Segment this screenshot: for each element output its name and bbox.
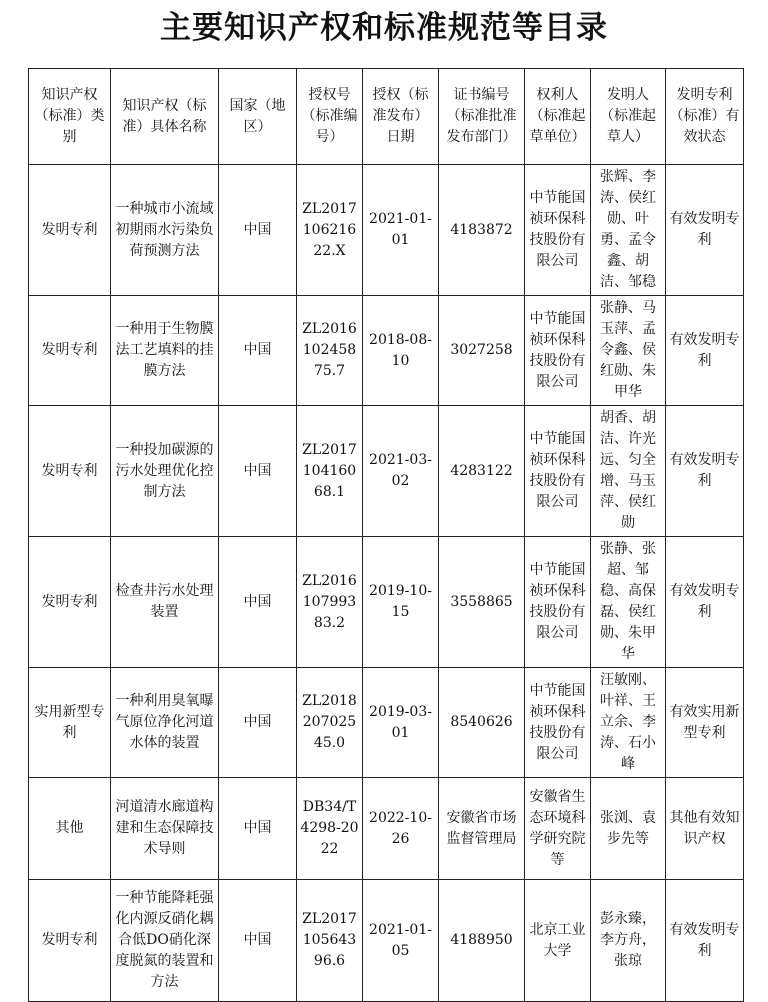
table-cell: 有效发明专利 (666, 406, 744, 537)
table-cell: 安徽省市场监督管理局 (439, 778, 525, 880)
table-row (29, 406, 744, 537)
table-row (29, 537, 744, 668)
table-row (29, 880, 744, 1002)
column-header: 发明人（标准起草人） (591, 69, 666, 165)
table-cell: ZL201610799383.2 (297, 537, 363, 668)
table-cell: 发明专利 (29, 880, 111, 1002)
table-cell: 胡香、胡洁、许光远、匀全增、马玉萍、侯红勋 (591, 406, 666, 537)
table-cell: 其他有效知识产权 (666, 778, 744, 880)
column-header: 知识产权（标准）具体名称 (111, 69, 219, 165)
table-row (29, 668, 744, 778)
table-cell: 4283122 (439, 406, 525, 537)
table-cell: 中国 (219, 668, 297, 778)
table-cell: 有效发明专利 (666, 296, 744, 406)
table-cell: ZL201710621622.X (297, 165, 363, 296)
table-cell: 中国 (219, 537, 297, 668)
ip-catalog-table (28, 68, 744, 1002)
table-cell: 一种投加碳源的污水处理优化控制方法 (111, 406, 219, 537)
table-row (29, 296, 744, 406)
table-cell: 汪敏刚、叶祥、王立余、李涛、石小峰 (591, 668, 666, 778)
table-cell: 3027258 (439, 296, 525, 406)
table-cell: ZL201610245875.7 (297, 296, 363, 406)
table-cell: 张静、马玉萍、孟令鑫、侯红勋、朱甲华 (591, 296, 666, 406)
table-cell: 中节能国祯环保科技股份有限公司 (525, 165, 591, 296)
table-cell: 中节能国祯环保科技股份有限公司 (525, 296, 591, 406)
table-cell: 有效发明专利 (666, 537, 744, 668)
column-header: 权利人（标准起草单位） (525, 69, 591, 165)
table-cell: 2021-01-01 (363, 165, 439, 296)
table-cell: 实用新型专利 (29, 668, 111, 778)
column-header: 授权号（标准编号） (297, 69, 363, 165)
table-cell: 4188950 (439, 880, 525, 1002)
table-cell: 发明专利 (29, 406, 111, 537)
table-cell: 3558865 (439, 537, 525, 668)
table-cell: ZL201820702545.0 (297, 668, 363, 778)
table-cell: 2019-03-01 (363, 668, 439, 778)
table-cell: 一种用于生物膜法工艺填料的挂膜方法 (111, 296, 219, 406)
column-header: 国家（地区） (219, 69, 297, 165)
table-cell: 彭永臻，李方舟，张琼 (591, 880, 666, 1002)
table-cell: 中节能国祯环保科技股份有限公司 (525, 406, 591, 537)
table-cell: 一种城市小流域初期雨水污染负荷预测方法 (111, 165, 219, 296)
table-cell: 北京工业大学 (525, 880, 591, 1002)
table-cell: 中国 (219, 880, 297, 1002)
table-cell: 一种节能降耗强化内源反硝化耦合低DO硝化深度脱氮的装置和方法 (111, 880, 219, 1002)
table-cell: 张静、张超、邹稳、高保磊、侯红勋、朱甲华 (591, 537, 666, 668)
header-row (29, 69, 744, 165)
table-cell: 检查井污水处理装置 (111, 537, 219, 668)
table-cell: 中节能国祯环保科技股份有限公司 (525, 668, 591, 778)
table-cell: ZL201710564396.6 (297, 880, 363, 1002)
table-cell: 发明专利 (29, 165, 111, 296)
table-cell: 其他 (29, 778, 111, 880)
table-cell: 有效实用新型专利 (666, 668, 744, 778)
table-cell: 2022-10-26 (363, 778, 439, 880)
table-cell: 有效发明专利 (666, 165, 744, 296)
table-cell: 2018-08-10 (363, 296, 439, 406)
table-row (29, 165, 744, 296)
column-header: 证书编号（标准批准发布部门） (439, 69, 525, 165)
table-cell: 张浏、袁步先等 (591, 778, 666, 880)
table-cell: 中节能国祯环保科技股份有限公司 (525, 537, 591, 668)
table-cell: 8540626 (439, 668, 525, 778)
column-header: 授权（标准发布）日期 (363, 69, 439, 165)
table-cell: DB34/T4298-2022 (297, 778, 363, 880)
table-cell: 发明专利 (29, 296, 111, 406)
table-cell: 2021-01-05 (363, 880, 439, 1002)
table-cell: 中国 (219, 778, 297, 880)
table-cell: 2019-10-15 (363, 537, 439, 668)
table-cell: 发明专利 (29, 537, 111, 668)
table-cell: 张辉、李涛、侯红勋、叶勇、孟令鑫、胡洁、邹稳 (591, 165, 666, 296)
table-cell: 中国 (219, 296, 297, 406)
column-header: 发明专利（标准）有效状态 (666, 69, 744, 165)
table-cell: 4183872 (439, 165, 525, 296)
table-cell: 一种利用臭氧曝气原位净化河道水体的装置 (111, 668, 219, 778)
table-cell: 安徽省生态环境科学研究院等 (525, 778, 591, 880)
table-cell: 2021-03-02 (363, 406, 439, 537)
page-title: 主要知识产权和标准规范等目录 (160, 10, 608, 46)
table-cell: 中国 (219, 406, 297, 537)
column-header: 知识产权（标准）类别 (29, 69, 111, 165)
table-row (29, 778, 744, 880)
table-cell: 中国 (219, 165, 297, 296)
table-cell: 河道清水廊道构建和生态保障技术导则 (111, 778, 219, 880)
table-cell: 有效发明专利 (666, 880, 744, 1002)
table-cell: ZL201710416068.1 (297, 406, 363, 537)
